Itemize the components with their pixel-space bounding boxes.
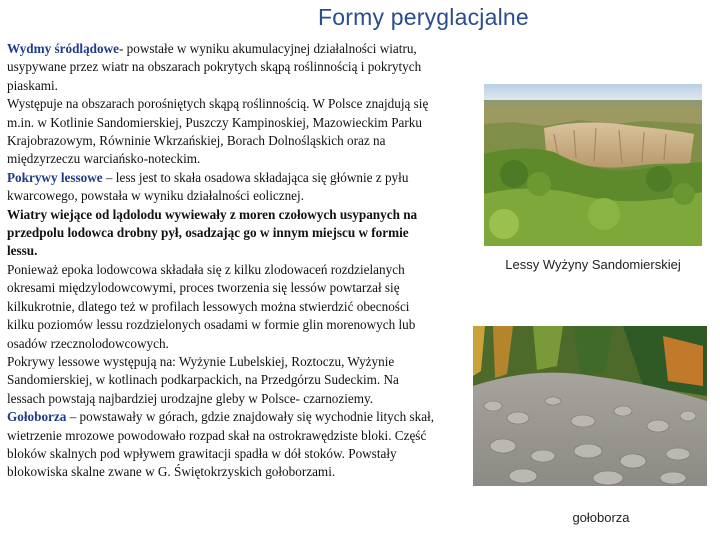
paragraph-lessy — [7, 169, 435, 206]
paragraph-lessy-bold: Wiatry wiejące od lądolodu wywiewały z moren czołowych usypanych na przedpolu lodowca drobny pył, osadzając go w innym miejscu w formie lessu. — [7, 206, 418, 259]
paragraph-lessy-occurrence: Pokrywy lessowe występują na: Wyżynie Lubelskiej, Roztoczu, Wyżynie Sandomierskiej, w kotlinach podkarpackich, na Przedgórzu Sudeckim. Na lessach powstają najbardziej urodzajne gleby w Polsce- czarnoziemy. — [7, 353, 399, 406]
paragraph-wydmy-text: - powstałe w wyniku akumulacyjnej działalności wiatru, usypywane przez wiatr na obszarach pokrytych skąpą roślinnością i pokrytych piaskami. — [7, 41, 422, 93]
paragraph-goloborza-text: – powstawały w górach, gdzie znajdowały się wychodnie litych skał, wietrzenie mrozowe powodowało rozpad skał na ostrokrawędziste bloki. Część bloków skalnych pod wpływem grawitacji spadła w dół stoków. Powstały blokowiska skalne zwane w G. Świętokrzyskich gołoborzami. — [7, 409, 435, 480]
paragraph-wydmy-occurrence: Występuje na obszarach porośniętych skąpą roślinnością. W Polsce znajdują się m.in. w Kotlinie Sandomierskiej, Puszczy Kampinoskiej, Mazowieckim Parku Krajobrazowym, Równinie Wkrzańskiej, Borach Dolnośląskich oraz na międzyrzeczu warciańsko-noteckim. — [7, 96, 429, 167]
paragraph-lessy-text: – less jest to skała osadowa składająca się głównie z pyłu kwarcowego, powstała w wyniku działalności eolicznej. — [7, 169, 409, 204]
caption-goloborza: gołoborza — [572, 510, 630, 525]
paragraph-goloborza — [7, 408, 435, 482]
term-goloborza: Gołoborza — [7, 409, 67, 425]
body-text — [7, 40, 435, 482]
loess-cliff-photo — [484, 84, 702, 246]
caption-lessy: Lessy Wyżyny Sandomierskiej — [505, 257, 681, 272]
term-lessy: Pokrywy lessowe — [7, 169, 103, 185]
paragraph-wydmy — [7, 40, 435, 95]
page-title: Formy peryglacjalne — [318, 4, 529, 30]
rock-field-photo — [473, 326, 707, 486]
paragraph-lessy-process: Ponieważ epoka lodowcowa składała się z kilku zlodowaceń rozdzielanych okresami międzylodowcowymi, proces tworzenia się lessów powtarzał się kilkukrotnie, dlatego też w profilach lessowych można stwierdzić obecności kilku poziomów lessu rozdzielonych osadami w formie glin morenowych lub osadów rzecznolodowcowych. — [7, 261, 416, 351]
term-wydmy: Wydmy śródlądowe — [7, 41, 119, 56]
